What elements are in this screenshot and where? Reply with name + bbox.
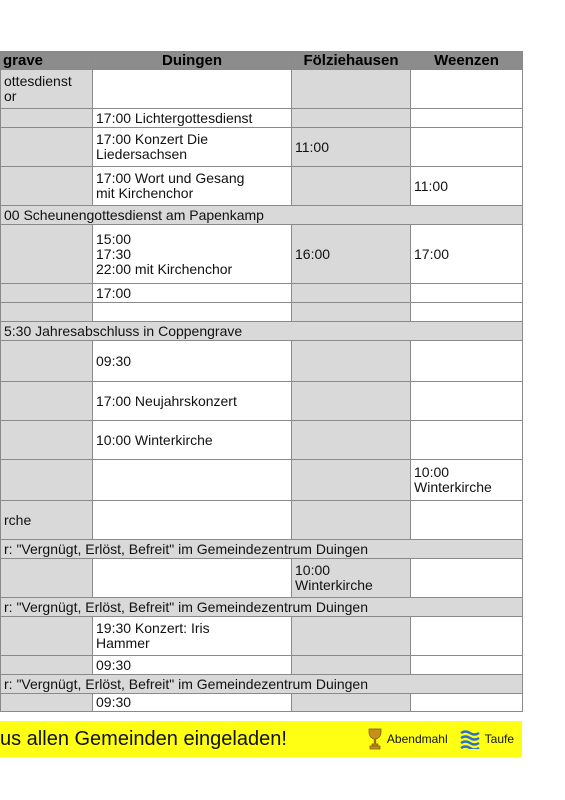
cell-duingen — [93, 70, 292, 109]
event-banner-cell: r: "Vergnügt, Erlöst, Befreit" im Gemeindezentrum Duingen — [1, 598, 523, 617]
cell-foelziehausen: 16:00 — [292, 225, 411, 284]
cell-foelziehausen — [292, 109, 411, 128]
column-header-weenzen: Weenzen — [411, 52, 523, 70]
cell-weenzen — [411, 341, 523, 382]
event-banner-cell: 00 Scheunengottesdienst am Papenkamp — [1, 206, 523, 225]
cell-coppengrave — [1, 656, 93, 675]
cell-foelziehausen — [292, 341, 411, 382]
cell-duingen — [93, 559, 292, 598]
column-header-duingen: Duingen — [93, 52, 292, 70]
cell-weenzen — [411, 559, 523, 598]
table-row — [1, 303, 523, 322]
cell-weenzen — [411, 109, 523, 128]
cell-weenzen — [411, 303, 523, 322]
cell-duingen — [93, 501, 292, 540]
cell-weenzen — [411, 70, 523, 109]
cell-foelziehausen — [292, 421, 411, 460]
cell-foelziehausen — [292, 70, 411, 109]
table-row — [1, 559, 523, 598]
legend-item-abendmahl — [368, 728, 448, 750]
cell-coppengrave — [1, 284, 93, 303]
table-row — [1, 656, 523, 675]
table-row — [1, 109, 523, 128]
chalice-icon — [368, 728, 382, 750]
event-banner-cell: 5:30 Jahresabschluss in Coppengrave — [1, 322, 523, 341]
cell-foelziehausen — [292, 460, 411, 501]
legend-label-taufe: Taufe — [484, 732, 514, 746]
legend-item-taufe — [460, 729, 514, 749]
cell-duingen: 17:00 Wort und Gesang mit Kirchenchor — [93, 167, 292, 206]
event-banner-cell: r: "Vergnügt, Erlöst, Befreit" im Gemeindezentrum Duingen — [1, 675, 523, 694]
cell-weenzen — [411, 617, 523, 656]
cell-duingen: 19:30 Konzert: Iris Hammer — [93, 617, 292, 656]
footer-invitation-text: us allen Gemeinden eingeladen! — [0, 727, 287, 750]
cell-foelziehausen — [292, 284, 411, 303]
legend — [356, 728, 514, 750]
cell-duingen: 10:00 Winterkirche — [93, 421, 292, 460]
table-row — [1, 675, 523, 694]
cell-foelziehausen — [292, 656, 411, 675]
cell-foelziehausen — [292, 382, 411, 421]
cell-duingen: 17:00 Neujahrskonzert — [93, 382, 292, 421]
cell-coppengrave — [1, 617, 93, 656]
table-row — [1, 382, 523, 421]
cell-duingen: 09:30 — [93, 341, 292, 382]
cell-weenzen: 10:00 Winterkirche — [411, 460, 523, 501]
table-header-row — [1, 52, 523, 70]
cell-duingen — [93, 460, 292, 501]
table-row — [1, 460, 523, 501]
cell-weenzen — [411, 421, 523, 460]
column-header-coppengrave: grave — [1, 52, 93, 70]
service-schedule-table — [0, 51, 523, 712]
cell-weenzen — [411, 382, 523, 421]
table-row — [1, 341, 523, 382]
footer-banner — [0, 721, 522, 757]
cell-coppengrave — [1, 303, 93, 322]
table-row — [1, 540, 523, 559]
cell-foelziehausen — [292, 694, 411, 712]
cell-weenzen — [411, 694, 523, 712]
column-header-foelziehausen: Fölziehausen — [292, 52, 411, 70]
cell-weenzen: 17:00 — [411, 225, 523, 284]
cell-foelziehausen: 10:00 Winterkirche — [292, 559, 411, 598]
cell-duingen: 17:00 — [93, 284, 292, 303]
cell-duingen: 15:00 17:30 22:00 mit Kirchenchor — [93, 225, 292, 284]
cell-coppengrave — [1, 109, 93, 128]
cell-foelziehausen: 11:00 — [292, 128, 411, 167]
table-row — [1, 501, 523, 540]
cell-weenzen — [411, 284, 523, 303]
cell-duingen: 09:30 — [93, 694, 292, 712]
cell-duingen: 17:00 Konzert Die Liedersachsen — [93, 128, 292, 167]
cell-coppengrave — [1, 460, 93, 501]
table-row — [1, 128, 523, 167]
table-row — [1, 322, 523, 341]
cell-coppengrave — [1, 421, 93, 460]
cell-duingen: 09:30 — [93, 656, 292, 675]
cell-foelziehausen — [292, 501, 411, 540]
cell-coppengrave — [1, 341, 93, 382]
table-row — [1, 617, 523, 656]
cell-foelziehausen — [292, 303, 411, 322]
cell-coppengrave — [1, 694, 93, 712]
cell-coppengrave — [1, 225, 93, 284]
cell-coppengrave — [1, 382, 93, 421]
cell-weenzen — [411, 656, 523, 675]
table-row — [1, 167, 523, 206]
cell-duingen: 17:00 Lichtergottesdienst — [93, 109, 292, 128]
cell-coppengrave: rche — [1, 501, 93, 540]
table-row — [1, 206, 523, 225]
legend-label-abendmahl: Abendmahl — [386, 732, 448, 746]
cell-foelziehausen — [292, 617, 411, 656]
cell-weenzen — [411, 128, 523, 167]
cell-coppengrave: ottesdienst or — [1, 70, 93, 109]
table-row — [1, 694, 523, 712]
water-waves-icon — [460, 729, 480, 749]
cell-weenzen — [411, 501, 523, 540]
event-banner-cell: r: "Vergnügt, Erlöst, Befreit" im Gemeindezentrum Duingen — [1, 540, 523, 559]
table-row — [1, 421, 523, 460]
table-row — [1, 225, 523, 284]
cell-coppengrave — [1, 167, 93, 206]
cell-coppengrave — [1, 559, 93, 598]
table-row — [1, 284, 523, 303]
cell-duingen — [93, 303, 292, 322]
table-row — [1, 598, 523, 617]
table-row — [1, 70, 523, 109]
cell-coppengrave — [1, 128, 93, 167]
cell-weenzen: 11:00 — [411, 167, 523, 206]
cell-foelziehausen — [292, 167, 411, 206]
